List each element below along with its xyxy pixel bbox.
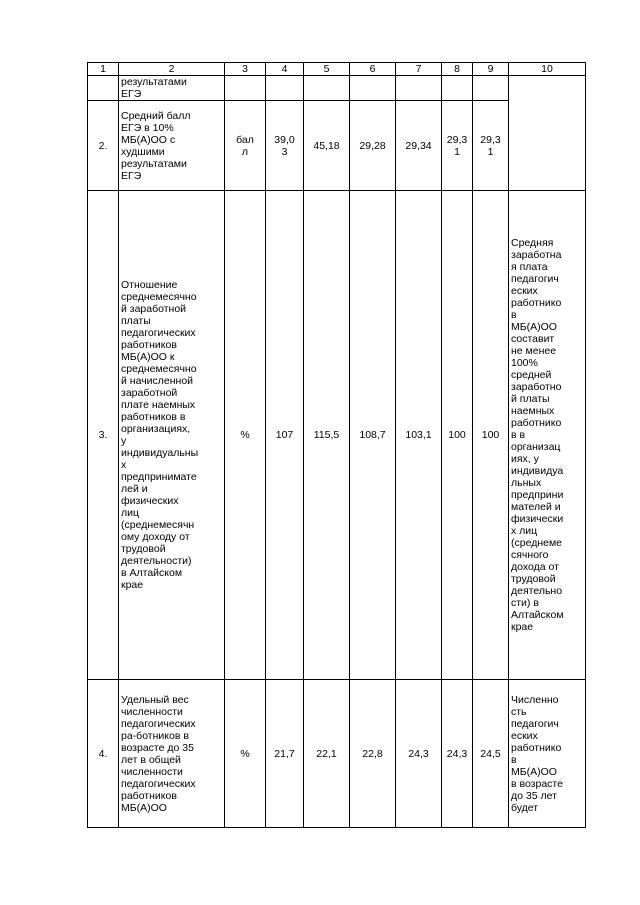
column-number-row: [88, 63, 586, 76]
value-cell: 22,1: [304, 680, 350, 828]
value-cell: 100: [442, 191, 473, 680]
value-cell: 24,3: [442, 680, 473, 828]
unit-cell: %: [225, 680, 266, 828]
row-number: 3.: [88, 191, 119, 680]
table-row: [88, 191, 586, 680]
column-number: 3: [225, 63, 266, 76]
indicator-name: Отношение среднемесячно й заработной платы педагогических работников МБ(А)ОО к среднемесячно й начисленной заработной плате наемных работников в организациях, у индивидуальны х предпринимате лей и физических лиц (среднемесячн ому доходу от трудовой деятельности) в Алтайском крае: [119, 191, 225, 680]
value-cell: 39,0 3: [266, 101, 304, 191]
column-number: 4: [266, 63, 304, 76]
column-number: 7: [396, 63, 442, 76]
column-number: 8: [442, 63, 473, 76]
value-cell: 29,3 1: [473, 101, 509, 191]
value-cell: 29,34: [396, 101, 442, 191]
unit-cell: бал л: [225, 101, 266, 191]
indicator-name: Удельный вес численности педагогических ра-ботников в возрасте до 35 лет в общей численности педагогических работников МБ(А)ОО: [119, 680, 225, 828]
value-cell: 115,5: [304, 191, 350, 680]
value-cell: 103,1: [396, 191, 442, 680]
note-cell: [509, 76, 586, 191]
row-number: [88, 76, 119, 101]
value-cell: [473, 76, 509, 101]
value-cell: 29,3 1: [442, 101, 473, 191]
value-cell: 45,18: [304, 101, 350, 191]
indicator-name: Средний балл ЕГЭ в 10% МБ(А)ОО с худшими результатами ЕГЭ: [119, 101, 225, 191]
note-cell: Численно сть педагогич еских работнико в МБ(А)ОО в возрасте до 35 лет будет: [509, 680, 586, 828]
table-row: [88, 76, 586, 101]
column-number: 10: [509, 63, 586, 76]
row-number: 4.: [88, 680, 119, 828]
value-cell: 22,8: [350, 680, 396, 828]
column-number: 2: [119, 63, 225, 76]
column-number: 1: [88, 63, 119, 76]
value-cell: [350, 76, 396, 101]
value-cell: 24,3: [396, 680, 442, 828]
value-cell: 108,7: [350, 191, 396, 680]
unit-cell: %: [225, 191, 266, 680]
value-cell: 24,5: [473, 680, 509, 828]
column-number: 6: [350, 63, 396, 76]
value-cell: [266, 76, 304, 101]
value-cell: 107: [266, 191, 304, 680]
column-number: 9: [473, 63, 509, 76]
value-cell: 29,28: [350, 101, 396, 191]
value-cell: 100: [473, 191, 509, 680]
table-row: [88, 680, 586, 828]
value-cell: [442, 76, 473, 101]
indicators-table: [87, 62, 586, 828]
value-cell: [396, 76, 442, 101]
column-number: 5: [304, 63, 350, 76]
value-cell: [304, 76, 350, 101]
unit-cell: [225, 76, 266, 101]
note-cell: Средняя заработна я плата педагогич еских работнико в МБ(А)ОО составит не менее 100% средней заработно й платы наемных работнико в в организац иях, у индивидуа льных предприни мателей и физически х лиц (среднеме сячного дохода от трудовой деятельно сти) в Алтайском крае: [509, 191, 586, 680]
indicator-name: результатами ЕГЭ: [119, 76, 225, 101]
value-cell: 21,7: [266, 680, 304, 828]
row-number: 2.: [88, 101, 119, 191]
